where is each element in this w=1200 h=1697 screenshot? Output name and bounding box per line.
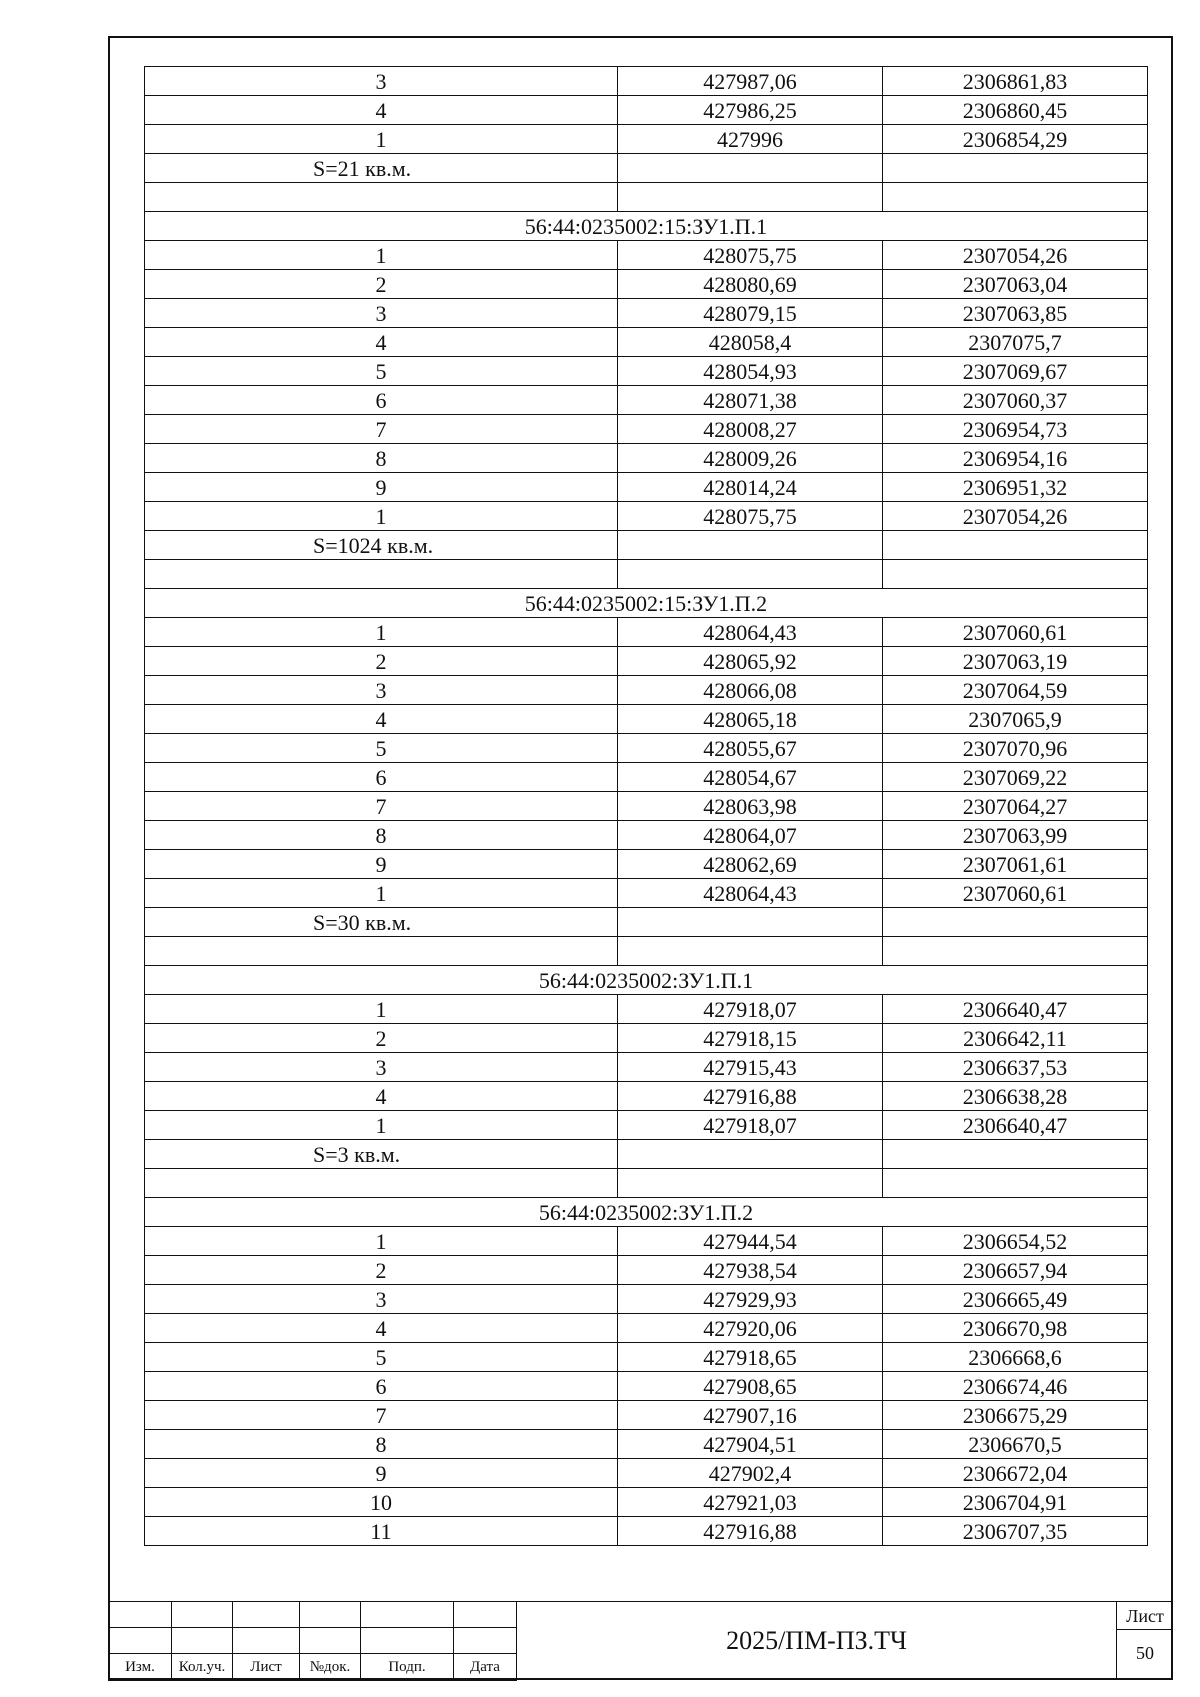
coord-x: 428055,67: [618, 734, 883, 763]
table-row: [145, 1024, 1148, 1053]
point-number: 9: [145, 473, 618, 502]
point-number: 1: [145, 618, 618, 647]
revision-cell: [454, 1602, 517, 1628]
coord-y: 2307060,37: [883, 386, 1148, 415]
empty-cell: [883, 183, 1148, 212]
title-block: [108, 1601, 1173, 1680]
coord-x: 428054,67: [618, 763, 883, 792]
parcel-id: 56:44:0235002:15:ЗУ1.П.1: [145, 212, 1148, 241]
coord-y: 2306854,29: [883, 125, 1148, 154]
coord-y: 2306707,35: [883, 1517, 1148, 1546]
point-number: 4: [145, 96, 618, 125]
coord-y: 2307065,9: [883, 705, 1148, 734]
coord-y: 2307063,85: [883, 299, 1148, 328]
parcel-id: 56:44:0235002:ЗУ1.П.1: [145, 966, 1148, 995]
revision-cell: [109, 1628, 172, 1654]
table-row: [145, 67, 1148, 96]
table-row: [145, 618, 1148, 647]
label-podp: Подп.: [361, 1654, 454, 1681]
empty-cell: [883, 908, 1148, 937]
coord-x: 428065,18: [618, 705, 883, 734]
table-row: [145, 734, 1148, 763]
coord-y: 2307069,67: [883, 357, 1148, 386]
coord-y: 2306637,53: [883, 1053, 1148, 1082]
point-number: 5: [145, 1343, 618, 1372]
point-number: 1: [145, 879, 618, 908]
coord-x: 427918,07: [618, 1111, 883, 1140]
point-number: 3: [145, 1285, 618, 1314]
point-number: 9: [145, 1459, 618, 1488]
table-row: [145, 473, 1148, 502]
coord-x: 427918,65: [618, 1343, 883, 1372]
coord-y: 2307064,59: [883, 676, 1148, 705]
table-row: [145, 125, 1148, 154]
coord-x: 428079,15: [618, 299, 883, 328]
point-number: 1: [145, 1227, 618, 1256]
coord-y: 2306951,32: [883, 473, 1148, 502]
table-row: [145, 444, 1148, 473]
table-row: [145, 1314, 1148, 1343]
coordinates-table: [144, 66, 1148, 1546]
table-row: [145, 1082, 1148, 1111]
table-row: [145, 1285, 1148, 1314]
coord-y: 2307063,19: [883, 647, 1148, 676]
coord-y: 2306670,5: [883, 1430, 1148, 1459]
table-row: [145, 821, 1148, 850]
area-row: [145, 908, 1148, 937]
coord-x: 428075,75: [618, 502, 883, 531]
point-number: 1: [145, 241, 618, 270]
section-header-row: [145, 1198, 1148, 1227]
area-value: S=3 кв.м.: [145, 1140, 618, 1169]
coord-x: 428063,98: [618, 792, 883, 821]
coord-x: 427987,06: [618, 67, 883, 96]
revision-cell: [172, 1602, 233, 1628]
empty-cell: [883, 560, 1148, 589]
empty-cell: [145, 937, 618, 966]
empty-cell: [618, 937, 883, 966]
table-row: [145, 647, 1148, 676]
point-number: 7: [145, 1401, 618, 1430]
empty-cell: [883, 154, 1148, 183]
point-number: 6: [145, 386, 618, 415]
coord-y: 2306954,16: [883, 444, 1148, 473]
table-row: [145, 1227, 1148, 1256]
coord-x: 427915,43: [618, 1053, 883, 1082]
point-number: 3: [145, 67, 618, 96]
point-number: 11: [145, 1517, 618, 1546]
table-row: [145, 676, 1148, 705]
point-number: 2: [145, 647, 618, 676]
point-number: 3: [145, 299, 618, 328]
area-value: S=1024 кв.м.: [145, 531, 618, 560]
coord-x: 428066,08: [618, 676, 883, 705]
label-izm: Изм.: [109, 1654, 172, 1681]
table-row: [145, 328, 1148, 357]
revision-cell: [454, 1628, 517, 1654]
coord-x: 428065,92: [618, 647, 883, 676]
area-row: [145, 531, 1148, 560]
empty-cell: [618, 908, 883, 937]
coord-y: 2306665,49: [883, 1285, 1148, 1314]
coord-x: 428014,24: [618, 473, 883, 502]
coord-y: 2306670,98: [883, 1314, 1148, 1343]
section-header-row: [145, 966, 1148, 995]
point-number: 7: [145, 792, 618, 821]
empty-cell: [145, 1169, 618, 1198]
document-code: 2025/ПМ-ПЗ.ТЧ: [516, 1601, 1116, 1680]
empty-cell: [618, 183, 883, 212]
empty-cell: [145, 560, 618, 589]
coord-y: 2306642,11: [883, 1024, 1148, 1053]
blank-row: [145, 937, 1148, 966]
parcel-id: 56:44:0235002:ЗУ1.П.2: [145, 1198, 1148, 1227]
label-kol-uch: Кол.уч.: [172, 1654, 233, 1681]
coord-x: 427916,88: [618, 1082, 883, 1111]
table-row: [145, 96, 1148, 125]
empty-cell: [145, 183, 618, 212]
revision-cell: [109, 1602, 172, 1628]
coord-y: 2306640,47: [883, 995, 1148, 1024]
point-number: 8: [145, 444, 618, 473]
label-list: Лист: [233, 1654, 300, 1681]
coord-x: 428064,43: [618, 879, 883, 908]
coord-x: 427920,06: [618, 1314, 883, 1343]
coord-y: 2306860,45: [883, 96, 1148, 125]
coord-x: 427918,15: [618, 1024, 883, 1053]
empty-cell: [618, 1140, 883, 1169]
coord-x: 427944,54: [618, 1227, 883, 1256]
coord-y: 2306861,83: [883, 67, 1148, 96]
revision-cell: [361, 1628, 454, 1654]
table-row: [145, 792, 1148, 821]
sheet-label: Лист: [1117, 1602, 1173, 1630]
table-row: [145, 241, 1148, 270]
area-row: [145, 154, 1148, 183]
point-number: 3: [145, 676, 618, 705]
coord-x: 427904,51: [618, 1430, 883, 1459]
table-row: [145, 1256, 1148, 1285]
coord-x: 427921,03: [618, 1488, 883, 1517]
section-header-row: [145, 589, 1148, 618]
coord-x: 428062,69: [618, 850, 883, 879]
point-number: 2: [145, 1024, 618, 1053]
coord-y: 2306675,29: [883, 1401, 1148, 1430]
table-row: [145, 1372, 1148, 1401]
coord-y: 2307063,04: [883, 270, 1148, 299]
coord-x: 428054,93: [618, 357, 883, 386]
revision-grid: [108, 1601, 517, 1681]
point-number: 7: [145, 415, 618, 444]
coord-x: 428071,38: [618, 386, 883, 415]
table-row: [145, 1401, 1148, 1430]
table-row: [145, 1488, 1148, 1517]
coord-x: 427908,65: [618, 1372, 883, 1401]
empty-cell: [883, 1169, 1148, 1198]
point-number: 4: [145, 1314, 618, 1343]
point-number: 5: [145, 357, 618, 386]
revision-cell: [233, 1602, 300, 1628]
coord-x: 427938,54: [618, 1256, 883, 1285]
coord-y: 2306654,52: [883, 1227, 1148, 1256]
coord-y: 2307070,96: [883, 734, 1148, 763]
coord-x: 427902,4: [618, 1459, 883, 1488]
table-row: [145, 1517, 1148, 1546]
point-number: 6: [145, 1372, 618, 1401]
area-value: S=21 кв.м.: [145, 154, 618, 183]
coord-x: 428080,69: [618, 270, 883, 299]
coord-y: 2307060,61: [883, 879, 1148, 908]
table-row: [145, 1111, 1148, 1140]
point-number: 3: [145, 1053, 618, 1082]
table-row: [145, 1053, 1148, 1082]
blank-row: [145, 1169, 1148, 1198]
point-number: 8: [145, 821, 618, 850]
coord-x: 427929,93: [618, 1285, 883, 1314]
coord-x: 428008,27: [618, 415, 883, 444]
coordinates-table-body: [145, 67, 1148, 1546]
coord-y: 2306638,28: [883, 1082, 1148, 1111]
point-number: 1: [145, 995, 618, 1024]
coord-y: 2307069,22: [883, 763, 1148, 792]
coord-y: 2306672,04: [883, 1459, 1148, 1488]
point-number: 8: [145, 1430, 618, 1459]
point-number: 10: [145, 1488, 618, 1517]
coord-x: 427986,25: [618, 96, 883, 125]
point-number: 4: [145, 1082, 618, 1111]
table-row: [145, 386, 1148, 415]
coord-y: 2306657,94: [883, 1256, 1148, 1285]
table-row: [145, 705, 1148, 734]
empty-cell: [618, 1169, 883, 1198]
table-row: [145, 357, 1148, 386]
table-row: [145, 502, 1148, 531]
table-row: [145, 299, 1148, 328]
coord-x: 427996: [618, 125, 883, 154]
table-row: [145, 415, 1148, 444]
table-row: [145, 270, 1148, 299]
table-row: [145, 1459, 1148, 1488]
coord-x: 427918,07: [618, 995, 883, 1024]
coord-y: 2307060,61: [883, 618, 1148, 647]
area-value: S=30 кв.м.: [145, 908, 618, 937]
table-row: [145, 763, 1148, 792]
empty-cell: [883, 937, 1148, 966]
point-number: 9: [145, 850, 618, 879]
coord-x: 427907,16: [618, 1401, 883, 1430]
coord-y: 2306640,47: [883, 1111, 1148, 1140]
coord-y: 2307063,99: [883, 821, 1148, 850]
coord-x: 428064,43: [618, 618, 883, 647]
coord-y: 2306674,46: [883, 1372, 1148, 1401]
empty-cell: [883, 1140, 1148, 1169]
coord-y: 2307064,27: [883, 792, 1148, 821]
revision-cell: [300, 1602, 361, 1628]
coord-y: 2307075,7: [883, 328, 1148, 357]
point-number: 2: [145, 270, 618, 299]
table-row: [145, 1430, 1148, 1459]
blank-row: [145, 183, 1148, 212]
coord-x: 427916,88: [618, 1517, 883, 1546]
point-number: 1: [145, 1111, 618, 1140]
parcel-id: 56:44:0235002:15:ЗУ1.П.2: [145, 589, 1148, 618]
empty-cell: [618, 154, 883, 183]
empty-cell: [618, 531, 883, 560]
table-row: [145, 850, 1148, 879]
coord-y: 2307054,26: [883, 241, 1148, 270]
point-number: 4: [145, 705, 618, 734]
coord-x: 428075,75: [618, 241, 883, 270]
revision-cell: [300, 1628, 361, 1654]
revision-cell: [233, 1628, 300, 1654]
coord-y: 2306668,6: [883, 1343, 1148, 1372]
point-number: 1: [145, 125, 618, 154]
label-data: Дата: [454, 1654, 517, 1681]
coord-x: 428009,26: [618, 444, 883, 473]
area-row: [145, 1140, 1148, 1169]
point-number: 4: [145, 328, 618, 357]
revision-cell: [361, 1602, 454, 1628]
section-header-row: [145, 212, 1148, 241]
coord-y: 2307054,26: [883, 502, 1148, 531]
point-number: 2: [145, 1256, 618, 1285]
revision-cell: [172, 1628, 233, 1654]
coord-x: 428064,07: [618, 821, 883, 850]
point-number: 6: [145, 763, 618, 792]
sheet-number: 50: [1136, 1643, 1154, 1663]
empty-cell: [883, 531, 1148, 560]
blank-row: [145, 560, 1148, 589]
coord-y: 2306704,91: [883, 1488, 1148, 1517]
point-number: 5: [145, 734, 618, 763]
label-n-dok: №док.: [300, 1654, 361, 1681]
sheet-number-box: [1116, 1601, 1173, 1680]
point-number: 1: [145, 502, 618, 531]
table-row: [145, 995, 1148, 1024]
table-row: [145, 1343, 1148, 1372]
empty-cell: [618, 560, 883, 589]
table-row: [145, 879, 1148, 908]
coord-x: 428058,4: [618, 328, 883, 357]
coord-y: 2307061,61: [883, 850, 1148, 879]
coord-y: 2306954,73: [883, 415, 1148, 444]
